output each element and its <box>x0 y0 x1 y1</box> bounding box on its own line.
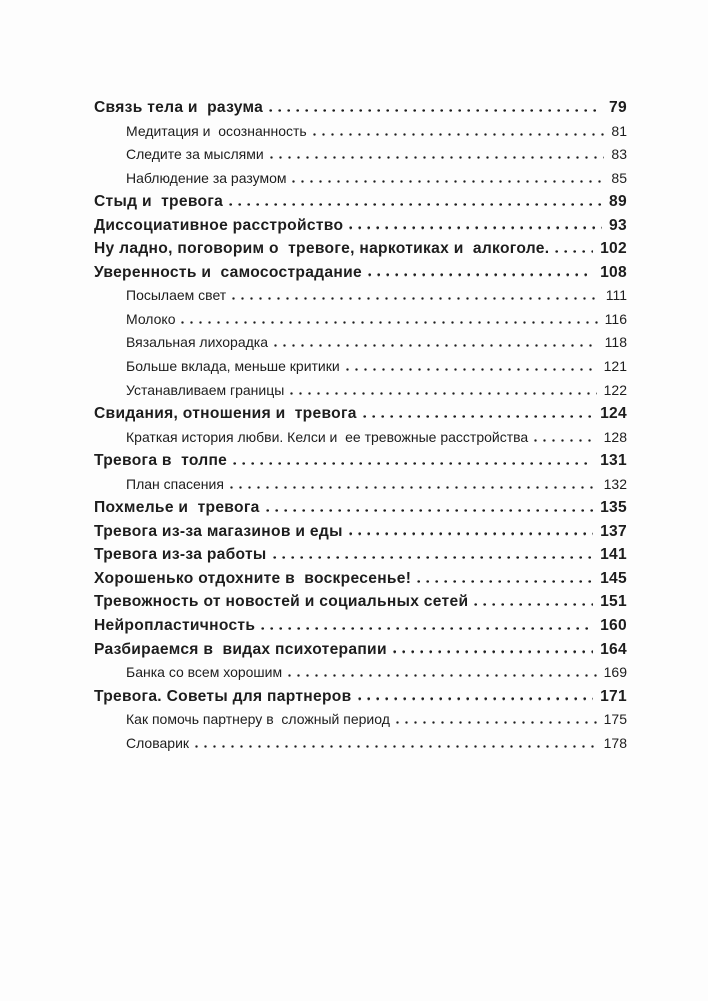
toc-entry-page-number: 178 <box>603 734 627 751</box>
toc-entry <box>94 308 627 332</box>
dot-leader <box>349 226 602 229</box>
toc-entry <box>94 379 627 403</box>
toc-entry <box>94 496 627 520</box>
toc-entry-title: Вязальная лихорадка <box>126 334 268 351</box>
dot-leader <box>363 415 593 418</box>
toc-entry-title: Уверенность и самосострадание <box>94 263 362 281</box>
dot-leader <box>269 109 602 112</box>
toc-entry-page-number: 79 <box>609 99 627 116</box>
toc-entry-title: Нейропластичность <box>94 617 256 635</box>
toc-entry <box>94 543 627 567</box>
toc-entry-title: Тревога из-за магазинов и еды <box>94 522 343 540</box>
dot-leader <box>368 273 593 276</box>
toc-entry-title: Следите за мыслями <box>126 146 264 163</box>
dot-leader <box>232 297 599 300</box>
toc-entry-page-number: 89 <box>609 193 627 211</box>
toc-entry <box>94 331 627 355</box>
toc-entry-title: Посылаем свет <box>126 287 227 304</box>
toc-entry <box>94 167 627 191</box>
toc-entry-page-number: 116 <box>604 310 627 327</box>
toc-entry-title: Похмелье и тревога <box>94 499 260 517</box>
toc-entry <box>94 214 627 238</box>
toc-entry-title: Ну ладно, поговорим о тревоге, наркотиках и алкоголе. <box>94 240 550 258</box>
toc-entry-title: Тревога в толпе <box>94 452 228 470</box>
toc-entry <box>94 473 627 497</box>
toc-entry <box>94 590 627 614</box>
toc-entry <box>94 355 627 379</box>
dot-leader <box>288 674 597 677</box>
toc-entry-title: План спасения <box>126 475 224 492</box>
dot-leader <box>396 721 597 724</box>
dot-leader <box>417 580 593 583</box>
toc-entry <box>94 143 627 167</box>
toc-entry <box>94 708 627 732</box>
dot-leader <box>290 392 596 395</box>
dot-leader <box>358 697 594 700</box>
toc-entry-title: Тревога из-за работы <box>94 546 267 564</box>
toc-entry <box>94 567 627 591</box>
dot-leader <box>393 650 593 653</box>
toc-entry-title: Устанавливаем границы <box>126 381 285 398</box>
toc-entry-title: Как помочь партнеру в сложный период <box>126 711 390 728</box>
toc-entry <box>94 732 627 756</box>
toc-entry-page-number: 83 <box>611 146 627 163</box>
toc-entry-page-number: 135 <box>600 499 627 517</box>
toc-entry-page-number: 137 <box>600 522 627 540</box>
toc-entry <box>94 284 627 308</box>
toc-entry <box>94 190 627 214</box>
toc-entry-page-number: 85 <box>611 169 627 186</box>
toc-entry-page-number: 169 <box>603 664 627 681</box>
toc-entry-title: Связь тела и разума <box>94 99 264 116</box>
toc-entry <box>94 614 627 638</box>
dot-leader <box>274 344 598 347</box>
toc-entry-title: Стыд и тревога <box>94 193 224 211</box>
toc-entry-page-number: 93 <box>609 216 627 234</box>
toc-entry <box>94 237 627 261</box>
dot-leader <box>292 180 604 183</box>
dot-leader <box>346 368 597 371</box>
toc-entry-title: Больше вклада, меньше критики <box>126 358 340 375</box>
dot-leader <box>474 603 593 606</box>
toc-entry <box>94 638 627 662</box>
toc-entry-page-number: 171 <box>600 687 627 705</box>
dot-leader <box>555 250 593 253</box>
toc-entry-page-number: 141 <box>600 546 627 564</box>
toc-entry-title: Медитация и осознанность <box>126 122 307 139</box>
dot-leader <box>261 627 593 630</box>
toc-entry-page-number: 145 <box>600 569 627 587</box>
dot-leader <box>313 133 605 136</box>
dot-leader <box>181 321 597 324</box>
toc-entry-title: Краткая история любви. Келси и ее тревожные расстройства <box>126 428 529 445</box>
dot-leader <box>233 462 593 465</box>
toc-entry-title: Банка со всем хорошим <box>126 664 283 681</box>
toc-entry-page-number: 151 <box>600 593 627 611</box>
dot-leader <box>270 156 605 159</box>
toc-entry-page-number: 108 <box>600 263 627 281</box>
toc-entry-title: Свидания, отношения и тревога <box>94 405 357 423</box>
toc-entry <box>94 120 627 144</box>
toc-entry-page-number: 81 <box>611 122 627 139</box>
toc-entry <box>94 96 627 120</box>
toc-entry-page-number: 132 <box>603 475 627 492</box>
toc-entry-page-number: 124 <box>600 405 627 423</box>
toc-entry-title: Словарик <box>126 734 190 751</box>
toc-entry <box>94 402 627 426</box>
toc-entry <box>94 661 627 685</box>
toc-entry-page-number: 111 <box>605 287 627 304</box>
toc-entry-title: Молоко <box>126 310 176 327</box>
toc-entry-title: Тревога. Советы для партнеров <box>94 687 352 705</box>
toc-entry-page-number: 102 <box>600 240 627 258</box>
table-of-contents <box>94 96 627 755</box>
toc-entry-title: Наблюдение за разумом <box>126 169 287 186</box>
dot-leader <box>534 439 596 442</box>
toc-entry-title: Диссоциативное расстройство <box>94 216 344 234</box>
toc-entry <box>94 520 627 544</box>
toc-entry-title: Тревожность от новостей и социальных сетей <box>94 593 469 611</box>
dot-leader <box>273 556 594 559</box>
dot-leader <box>229 203 602 206</box>
toc-entry-title: Хорошенько отдохните в воскресенье! <box>94 569 412 587</box>
toc-entry <box>94 426 627 450</box>
dot-leader <box>195 745 597 748</box>
toc-entry-page-number: 175 <box>603 711 627 728</box>
toc-entry <box>94 685 627 709</box>
toc-entry <box>94 261 627 285</box>
toc-entry-title: Разбираемся в видах психотерапии <box>94 640 387 658</box>
toc-entry-page-number: 160 <box>600 617 627 635</box>
toc-entry-page-number: 128 <box>603 428 627 445</box>
toc-entry-page-number: 164 <box>600 640 627 658</box>
toc-entry-page-number: 118 <box>604 334 627 351</box>
toc-entry-page-number: 122 <box>603 381 627 398</box>
toc-entry-page-number: 131 <box>600 452 627 470</box>
toc-entry-page-number: 121 <box>603 358 627 375</box>
dot-leader <box>230 486 597 489</box>
dot-leader <box>349 532 593 535</box>
toc-entry <box>94 449 627 473</box>
dot-leader <box>266 509 593 512</box>
